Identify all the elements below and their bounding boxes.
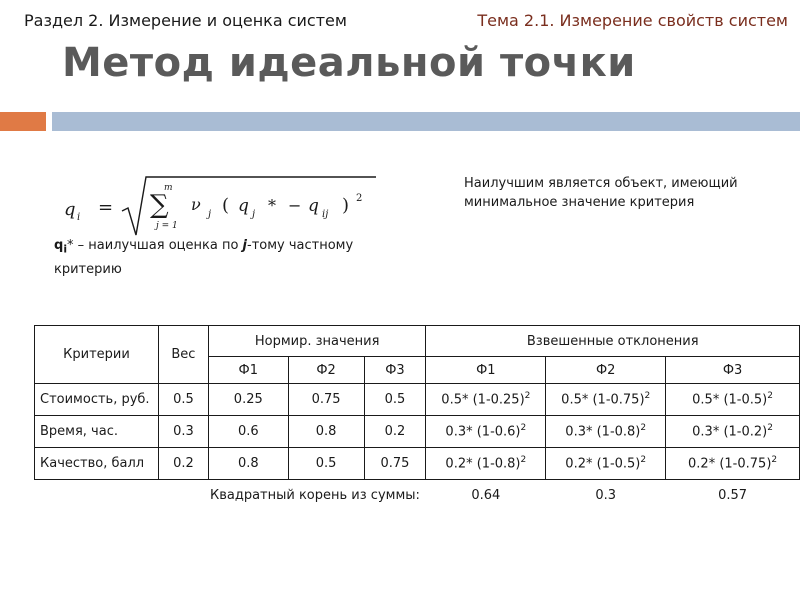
weight-cell: 0.3 <box>158 416 208 448</box>
deviation-exponent: 2 <box>644 391 651 402</box>
weight-cell: 0.2 <box>158 448 208 480</box>
norm-cell: 0.75 <box>364 448 426 480</box>
norm-cell: 0.8 <box>288 416 364 448</box>
deviation-cell <box>546 448 666 480</box>
formula-weight: ν <box>191 195 201 214</box>
deviation-base: 0.2* (1-0.5) <box>565 456 641 472</box>
sum-value: 0.57 <box>718 487 748 503</box>
table-header-row <box>35 326 800 357</box>
topic-header: Тема 2.1. Измерение свойств систем <box>477 11 788 30</box>
deviation-base: 0.3* (1-0.2) <box>692 424 768 440</box>
table-row <box>35 416 800 448</box>
formula-q1: q <box>238 196 249 216</box>
deviation-exponent: 2 <box>640 423 647 434</box>
deviation-exponent: 2 <box>640 455 647 466</box>
sum-sign: ∑ <box>150 190 169 220</box>
formula-q1-sub: j <box>252 209 256 220</box>
header-normalized: Нормир. значения <box>208 326 426 357</box>
formula-power: 2 <box>356 193 363 204</box>
norm-cell: 0.75 <box>288 384 364 416</box>
header-criteria: Критерии <box>35 326 159 384</box>
divider-bar <box>52 112 800 131</box>
subheader-f3-norm: Ф3 <box>364 357 426 384</box>
slide-title: Метод идеальной точки <box>62 40 636 86</box>
sum-lower-limit: j = 1 <box>156 221 178 231</box>
norm-cell: 0.2 <box>364 416 426 448</box>
subheader-f2-dev: Ф2 <box>546 357 666 384</box>
deviation-base: 0.3* (1-0.8) <box>565 424 641 440</box>
norm-cell: 0.5 <box>364 384 426 416</box>
formula-paren-close: ) <box>342 195 350 216</box>
formula-star: * <box>268 196 276 215</box>
table-row <box>35 384 800 416</box>
criteria-table <box>34 325 800 510</box>
section-header: Раздел 2. Измерение и оценка систем <box>24 11 347 30</box>
formula-lhs-sub: i <box>77 212 81 223</box>
formula-minus: − <box>288 196 302 215</box>
deviation-cell <box>666 448 800 480</box>
legend-symbol: q <box>54 238 64 253</box>
accent-bar <box>0 112 46 131</box>
sum-value: 0.3 <box>595 487 617 503</box>
header-weighted: Взвешенные отклонения <box>426 326 800 357</box>
deviation-cell <box>546 416 666 448</box>
deviation-base: 0.2* (1-0.8) <box>445 456 521 472</box>
legend-text-1: * – наилучшая оценка по <box>67 238 243 253</box>
legend-text-2: -тому частному критерию <box>54 238 354 277</box>
deviation-base: 0.3* (1-0.6) <box>445 424 521 440</box>
deviation-exponent: 2 <box>767 391 773 402</box>
sum-value: 0.64 <box>471 487 501 503</box>
deviation-base: 0.5* (1-0.5) <box>692 392 768 408</box>
best-object-note: Наилучшим является объект, имеющий минимальное значение критерия <box>464 176 738 210</box>
deviation-base: 0.5* (1-0.25) <box>441 392 525 408</box>
formula-svg <box>60 175 390 243</box>
norm-cell: 0.6 <box>208 416 288 448</box>
deviation-base: 0.5* (1-0.75) <box>561 392 645 408</box>
formula-q2: q <box>308 196 319 216</box>
formula-weight-sub: j <box>208 209 212 220</box>
header-weight: Вес <box>158 326 208 384</box>
sum-label: Квадратный корень из суммы: <box>209 487 420 503</box>
formula-equals: = <box>98 197 114 218</box>
formula-paren-open: ( <box>222 195 230 216</box>
legend-symbol-sub: i <box>63 242 68 256</box>
table-row <box>35 448 800 480</box>
criterion-cell: Время, час. <box>35 416 159 448</box>
deviation-cell <box>426 416 546 448</box>
deviation-exponent: 2 <box>771 455 778 466</box>
weight-cell: 0.5 <box>158 384 208 416</box>
formula-q2-sub: ij <box>322 209 329 220</box>
norm-cell: 0.5 <box>288 448 364 480</box>
deviation-cell <box>426 448 546 480</box>
subheader-f1-norm: Ф1 <box>208 357 288 384</box>
deviation-exponent: 2 <box>520 455 527 466</box>
deviation-exponent: 2 <box>520 423 527 434</box>
ideal-point-formula <box>60 175 390 243</box>
deviation-base: 0.2* (1-0.75) <box>688 456 772 472</box>
deviation-exponent: 2 <box>767 423 773 434</box>
criterion-cell: Стоимость, руб. <box>35 384 159 416</box>
legend-italic-j: j <box>242 238 248 253</box>
subheader-f1-dev: Ф1 <box>426 357 546 384</box>
norm-cell: 0.25 <box>208 384 288 416</box>
criterion-cell: Качество, балл <box>35 448 159 480</box>
norm-cell: 0.8 <box>208 448 288 480</box>
deviation-exponent: 2 <box>524 391 531 402</box>
sum-row <box>35 480 800 511</box>
subheader-f2-norm: Ф2 <box>288 357 364 384</box>
subheader-f3-dev: Ф3 <box>666 357 800 384</box>
deviation-cell <box>426 384 546 416</box>
sum-upper-limit: m <box>164 183 173 193</box>
deviation-cell <box>666 416 800 448</box>
formula-legend <box>54 236 394 280</box>
deviation-cell <box>666 384 800 416</box>
formula-lhs: q <box>64 199 76 220</box>
deviation-cell <box>546 384 666 416</box>
